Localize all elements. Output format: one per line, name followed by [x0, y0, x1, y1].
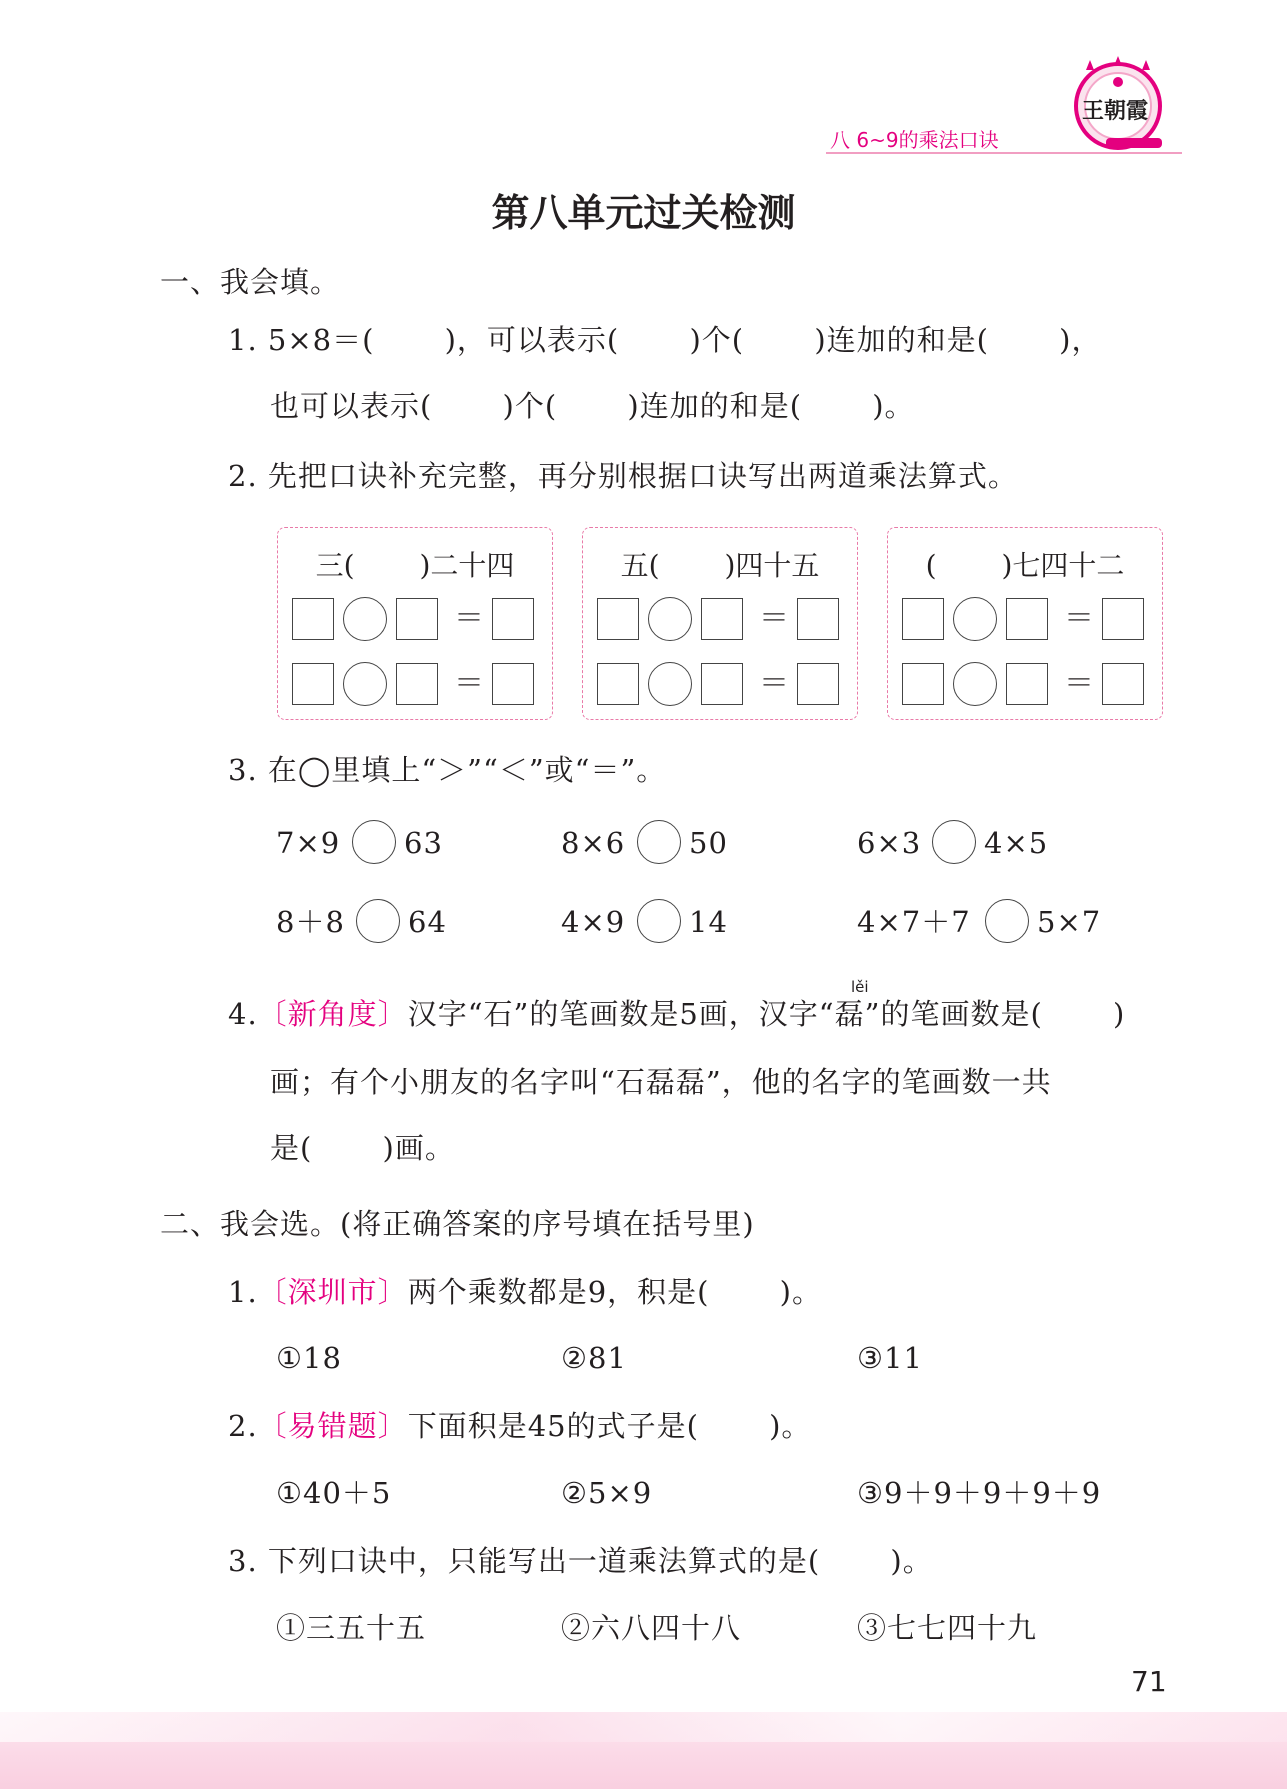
footer-band-highlight: [0, 1712, 1287, 1742]
option[interactable]: ①三五十五: [276, 1611, 427, 1645]
answer-square[interactable]: [1006, 663, 1048, 705]
comparison-right: 5×7: [1037, 905, 1102, 939]
compare-circle[interactable]: [637, 899, 681, 943]
option[interactable]: ③11: [857, 1341, 923, 1375]
equals-sign: ＝: [454, 601, 484, 636]
s1-q4-line2: 画；有个小朋友的名字叫“石磊磊”，他的名字的笔画数一共: [270, 1065, 1052, 1099]
answer-square[interactable]: [492, 663, 534, 705]
comparison-left: 4×7＋7: [857, 905, 971, 939]
s1-q4-line1: [228, 996, 1125, 1032]
equals-sign: ＝: [759, 601, 789, 636]
q4-number: 4.: [228, 997, 258, 1031]
answer-square[interactable]: [1006, 598, 1048, 640]
answer-square[interactable]: [292, 663, 334, 705]
answer-square[interactable]: [597, 663, 639, 705]
s2-q1-number: 1.: [228, 1275, 258, 1309]
q4-text: 汉字“石”的笔画数是5画，汉字“磊”的笔画数是( ): [407, 997, 1126, 1031]
pinyin-lei: lěi: [851, 978, 869, 996]
operator-circle[interactable]: [648, 662, 692, 706]
section2-heading: 二、我会选。(将正确答案的序号填在括号里): [160, 1207, 755, 1241]
answer-square[interactable]: [597, 598, 639, 640]
s2-q2-number: 2.: [228, 1409, 258, 1443]
operator-circle[interactable]: [648, 597, 692, 641]
mnemonic-label-3: ( )七四十二: [925, 549, 1125, 582]
comparison-right: 63: [404, 826, 443, 860]
answer-square[interactable]: [396, 598, 438, 640]
option[interactable]: ③七七四十九: [857, 1611, 1038, 1645]
s2-q1-text: 两个乘数都是9，积是( )。: [407, 1275, 822, 1309]
equals-sign: ＝: [759, 666, 789, 701]
comparison-right: 14: [689, 905, 728, 939]
s1-q1-line2: 也可以表示( )个( )连加的和是( )。: [270, 389, 915, 423]
comparison-left: 8＋8: [276, 905, 345, 939]
brand-name: 王朝霞: [1082, 98, 1149, 124]
comparison-left: 4×9: [561, 905, 626, 939]
answer-square[interactable]: [292, 598, 334, 640]
equals-sign: ＝: [1064, 601, 1094, 636]
s2-q1-tag: 〔深圳市〕: [257, 1275, 408, 1309]
section1-heading: 一、我会填。: [160, 265, 341, 299]
s1-q3: 3. 在◯里填上“＞”“＜”或“＝”。: [228, 753, 667, 787]
s1-q1-line1: 1. 5×8＝( )，可以表示( )个( )连加的和是( )，: [228, 323, 1102, 357]
comparison-right: 4×5: [984, 826, 1049, 860]
s1-q4-line3: 是( )画。: [270, 1131, 455, 1165]
answer-square[interactable]: [701, 598, 743, 640]
option[interactable]: ①18: [276, 1341, 342, 1375]
page-title: 第八单元过关检测: [491, 191, 796, 235]
s2-q2-text: 下面积是45的式子是( )。: [407, 1409, 812, 1443]
option[interactable]: ①40＋5: [276, 1476, 392, 1510]
answer-square[interactable]: [902, 663, 944, 705]
answer-square[interactable]: [492, 598, 534, 640]
answer-square[interactable]: [902, 598, 944, 640]
operator-circle[interactable]: [343, 597, 387, 641]
option[interactable]: ②六八四十八: [561, 1611, 742, 1645]
comparison-left: 8×6: [561, 826, 626, 860]
chapter-header: 八 6~9的乘法口诀: [830, 128, 999, 152]
operator-circle[interactable]: [953, 662, 997, 706]
mnemonic-box-3: [887, 527, 1163, 720]
answer-square[interactable]: [1102, 598, 1144, 640]
s2-q3: 3. 下列口诀中，只能写出一道乘法算式的是( )。: [228, 1544, 933, 1578]
equals-sign: ＝: [454, 666, 484, 701]
comparison-right: 50: [689, 826, 728, 860]
option[interactable]: ②81: [561, 1341, 627, 1375]
answer-square[interactable]: [797, 663, 839, 705]
s2-q2: [228, 1408, 811, 1444]
mnemonic-label-1: 三( )二十四: [315, 549, 515, 582]
page-number: 71: [1131, 1665, 1167, 1698]
answer-square[interactable]: [797, 598, 839, 640]
option[interactable]: ②5×9: [561, 1476, 653, 1510]
answer-square[interactable]: [701, 663, 743, 705]
s1-q2: 2. 先把口诀补充完整，再分别根据口诀写出两道乘法算式。: [228, 459, 1018, 493]
comparison-left: 7×9: [276, 826, 341, 860]
s2-q2-tag: 〔易错题〕: [257, 1409, 408, 1443]
operator-circle[interactable]: [343, 662, 387, 706]
s2-q1: [228, 1274, 822, 1310]
mnemonic-label-2: 五( )四十五: [620, 549, 820, 582]
compare-circle[interactable]: [985, 899, 1029, 943]
mnemonic-box-1: [277, 527, 553, 720]
option[interactable]: ③9＋9＋9＋9＋9: [857, 1476, 1102, 1510]
operator-circle[interactable]: [953, 597, 997, 641]
compare-circle[interactable]: [932, 820, 976, 864]
answer-square[interactable]: [396, 663, 438, 705]
answer-square[interactable]: [1102, 663, 1144, 705]
compare-circle[interactable]: [352, 820, 396, 864]
comparison-left: 6×3: [857, 826, 922, 860]
compare-circle[interactable]: [356, 899, 400, 943]
mnemonic-box-2: [582, 527, 858, 720]
comparison-right: 64: [408, 905, 447, 939]
q4-tag: 〔新角度〕: [257, 997, 408, 1031]
equals-sign: ＝: [1064, 666, 1094, 701]
compare-circle[interactable]: [637, 820, 681, 864]
